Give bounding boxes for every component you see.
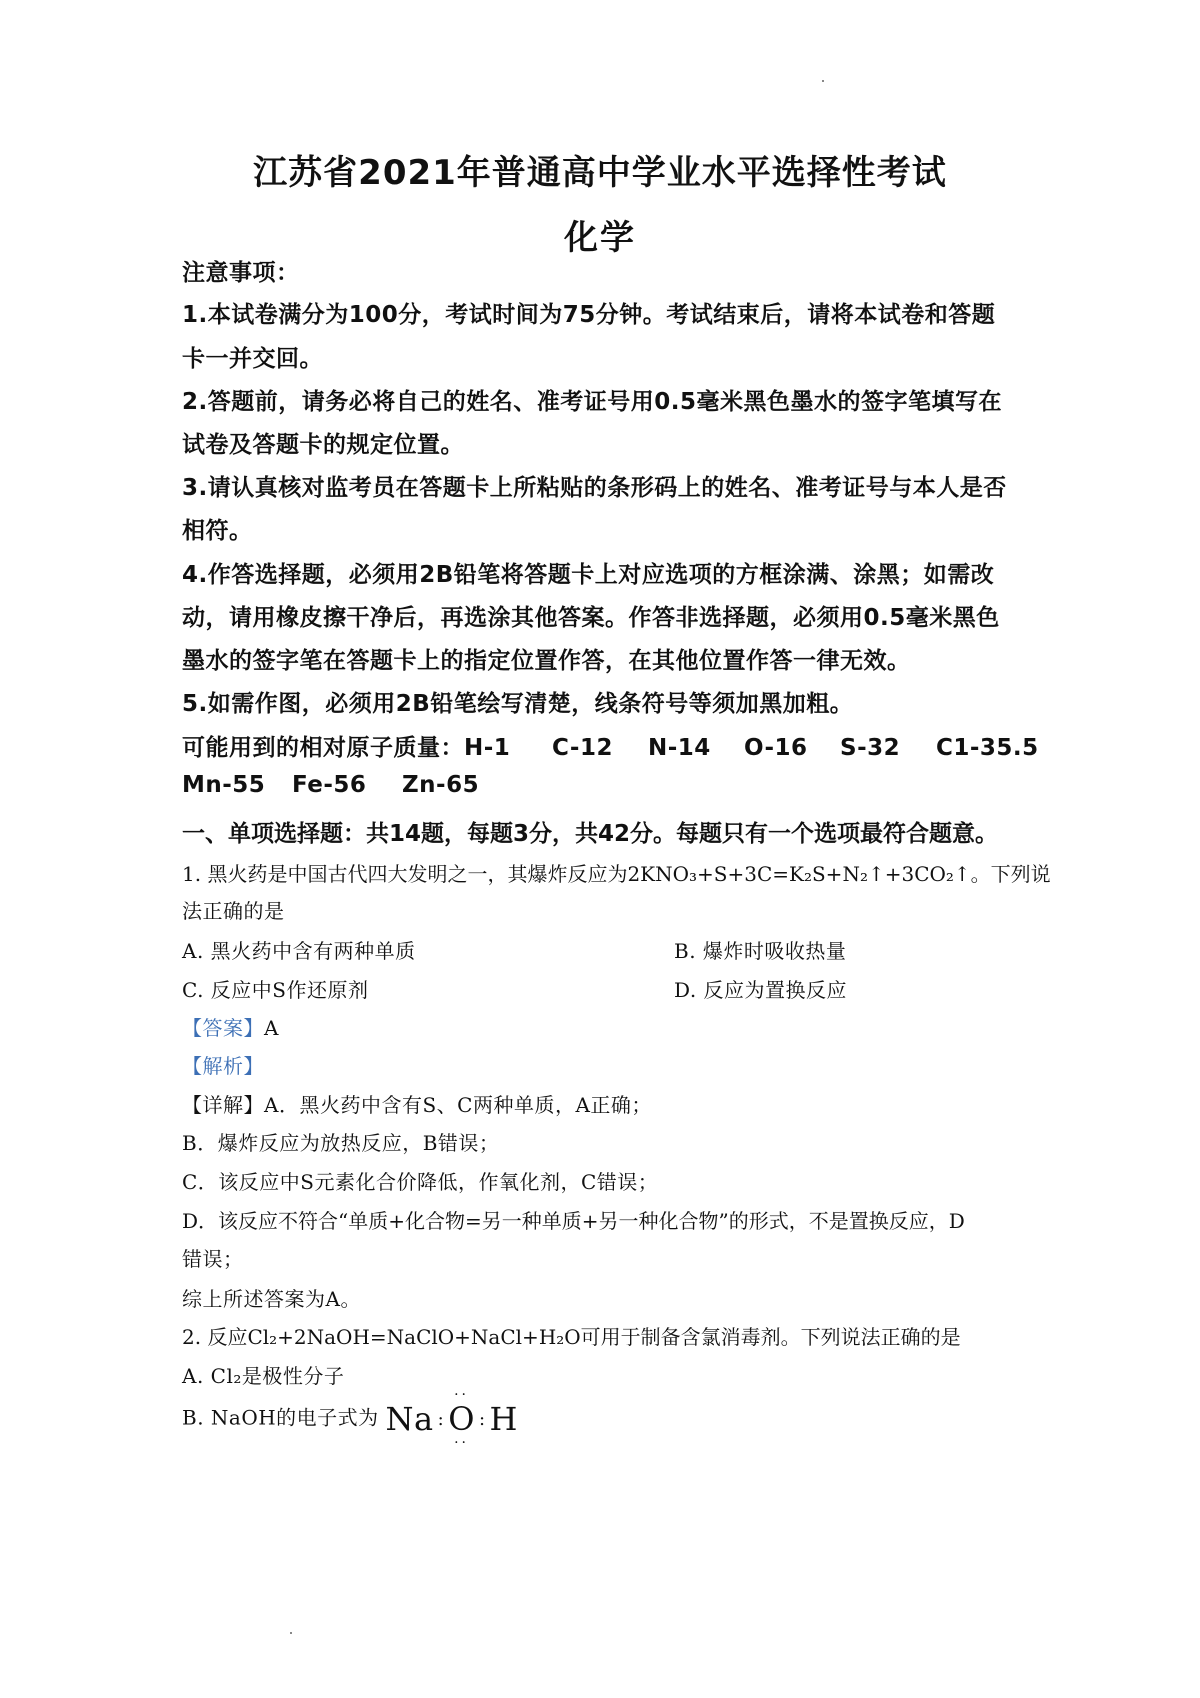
exam-title: 江苏省2021年普通高中学业水平选择性考试 [253, 153, 947, 193]
atomic-mass-item: Zn-65 [402, 772, 480, 798]
formula-na: Na [385, 1400, 434, 1438]
electron-pair-dots: ·· [454, 1387, 470, 1403]
q2-option-a: A. Cl₂是极性分子 [182, 1364, 345, 1388]
q1-detail-line: 错误； [182, 1247, 244, 1271]
q1-answer [182, 1012, 279, 1041]
note-line: 试卷及答题卡的规定位置。 [182, 432, 464, 458]
atomic-mass-item: N-14 [648, 735, 711, 761]
electron-pair-dots: : [478, 1408, 486, 1430]
note-line: 3.请认真核对监考员在答题卡上所粘贴的条形码上的姓名、准考证号与本人是否 [182, 475, 1007, 501]
q1-detail-line: D．该反应不符合“单质+化合物=另一种单质+另一种化合物”的形式，不是置换反应，D [182, 1209, 965, 1233]
q1-option-b: B. 爆炸时吸收热量 [674, 939, 847, 963]
atomic-mass-row [182, 772, 479, 798]
answer-label: 【答案】 [182, 1016, 264, 1040]
atomic-mass-item: C-12 [552, 735, 613, 761]
notes-heading: 注意事项： [182, 260, 300, 286]
atomic-mass-item: H-1 [464, 735, 511, 761]
note-line: 卡一并交回。 [182, 346, 323, 372]
subject-title: 化学 [564, 218, 636, 258]
note-line: 墨水的签字笔在答题卡上的指定位置作答，在其他位置作答一律无效。 [182, 648, 911, 674]
note-line: 动，请用橡皮擦干净后，再选涂其他答案。作答非选择题，必须用0.5毫米黑色 [182, 605, 1000, 631]
q1-detail-line: B．爆炸反应为放热反应，B错误； [182, 1131, 500, 1155]
atomic-mass-item: O-16 [744, 735, 808, 761]
q1-option-c: C. 反应中S作还原剂 [182, 978, 369, 1002]
detail-label: 【详解】 [182, 1093, 264, 1117]
formula-h: H [489, 1400, 518, 1438]
q1-option-d: D. 反应为置换反应 [674, 978, 848, 1002]
q2-option-b [182, 1387, 518, 1451]
atomic-mass-item: C1-35.5 [936, 735, 1039, 761]
q1-detail-line [182, 1089, 652, 1118]
answer-value: A [264, 1016, 279, 1040]
note-line: 4.作答选择题，必须用2B铅笔将答题卡上对应选项的方框涂满、涂黑；如需改 [182, 562, 995, 588]
scan-speck [822, 80, 824, 82]
analysis-label: 【解析】 [182, 1054, 264, 1078]
q1-stem: 法正确的是 [182, 899, 285, 923]
q1-detail-line: C．该反应中S元素化合价降低，作氧化剂，C错误； [182, 1170, 659, 1194]
atomic-mass-item: Fe-56 [292, 772, 367, 798]
electron-pair-dots: : [437, 1408, 445, 1430]
scan-speck [290, 1632, 292, 1634]
atomic-mass-item: S-32 [840, 735, 901, 761]
q2-stem: 2. 反应Cl₂+2NaOH=NaClO+NaCl+H₂O可用于制备含氯消毒剂。下列说法正确的是 [182, 1325, 961, 1349]
electron-pair-dots: ·· [454, 1435, 470, 1451]
q1-stem: 1. 黑火药是中国古代四大发明之一，其爆炸反应为2KNO₃+S+3C=K₂S+N₂↑+3CO₂↑。下列说 [182, 862, 1051, 886]
note-line: 1.本试卷满分为100分，考试时间为75分钟。考试结束后，请将本试卷和答题 [182, 302, 996, 328]
atomic-mass-label: 可能用到的相对原子质量： [182, 735, 464, 761]
q1-option-a: A. 黑火药中含有两种单质 [182, 939, 416, 963]
q2-option-b-text: B. NaOH的电子式为 [182, 1405, 379, 1430]
detail-text: A．黑火药中含有S、C两种单质，A正确； [264, 1093, 652, 1117]
formula-o: O [448, 1400, 475, 1438]
q1-detail-line: 综上所述答案为A。 [182, 1287, 361, 1311]
note-line: 5.如需作图，必须用2B铅笔绘写清楚，线条符号等须加黑加粗。 [182, 691, 854, 717]
atomic-mass-row [182, 729, 1039, 762]
formula-o-wrapper [448, 1387, 475, 1451]
atomic-mass-item: Mn-55 [182, 772, 266, 798]
note-line: 2.答题前，请务必将自己的姓名、准考证号用0.5毫米黑色墨水的签字笔填写在 [182, 389, 1002, 415]
electron-formula [385, 1387, 518, 1451]
section-heading: 一、单项选择题：共14题，每题3分，共42分。每题只有一个选项最符合题意。 [182, 821, 999, 847]
note-line: 相符。 [182, 518, 253, 544]
